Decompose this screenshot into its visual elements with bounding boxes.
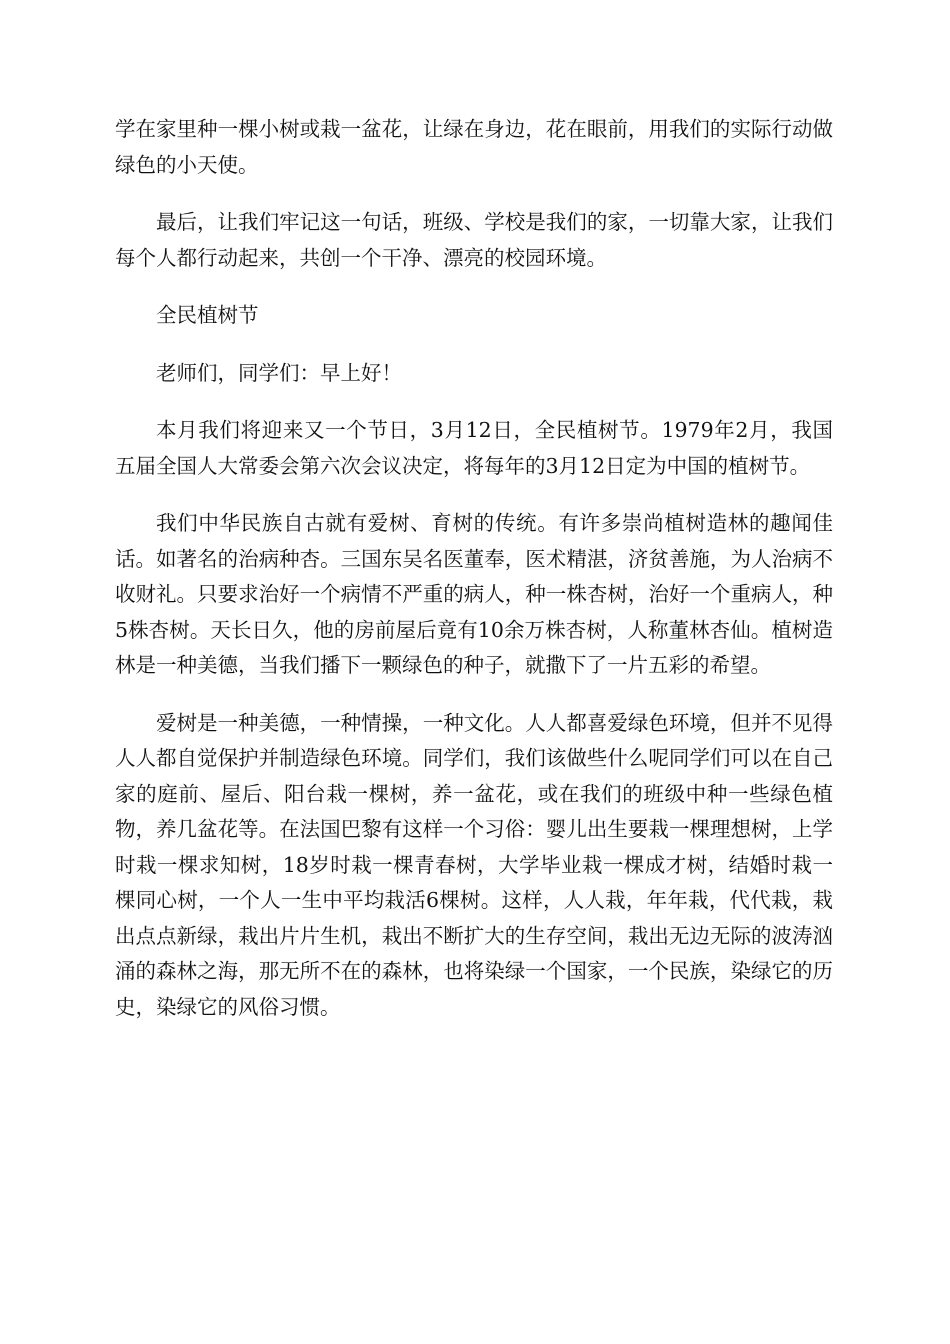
section-title: 全民植树节 [156,303,259,327]
paragraph-continuation: 学在家里种一棵小树或栽一盆花，让绿在身边，花在眼前，用我们的实际行动做绿色的小天使。 [115,117,833,177]
document-page [115,112,833,1047]
paragraph-love-trees: 爱树是一种美德，一种情操，一种文化。人人都喜爱绿色环境，但并不见得人人都自觉保护并制造绿色环境。同学们，我们该做些什么呢同学们可以在自己家的庭前、屋后、阳台栽一棵树，养一盆花，或在我们的班级中种一些绿色植物，养几盆花等。在法国巴黎有这样一个习俗：婴儿出生要栽一棵理想树，上学时栽一棵求知树，18岁时栽一棵青春树，大学毕业栽一棵成才树，结婚时栽一棵同心树，一个人一生中平均栽活6棵树。这样，人人栽，年年栽，代代栽，栽出点点新绿，栽出片片生机，栽出不断扩大的生存空间，栽出无边无际的波涛汹涌的森林之海，那无所不在的森林，也将染绿一个国家，一个民族，染绿它的历史，染绿它的风俗习惯。 [115,710,833,1019]
paragraph-tradition: 我们中华民族自古就有爱树、育树的传统。有许多崇尚植树造林的趣闻佳话。如著名的治病种杏。三国东吴名医董奉，医术精湛，济贫善施，为人治病不收财礼。只要求治好一个病情不严重的病人，种一株杏树，治好一个重病人，种5株杏树。天长日久，他的房前屋后竟有10余万株杏树，人称董林杏仙。植树造林是一种美德，当我们播下一颗绿色的种子，就撒下了一片五彩的希望。 [115,511,833,677]
paragraph-closing: 最后，让我们牢记这一句话，班级、学校是我们的家，一切靠大家，让我们每个人都行动起来，共创一个干净、漂亮的校园环境。 [115,210,833,270]
paragraph-arbor-day-intro: 本月我们将迎来又一个节日，3月12日，全民植树节。1979年2月，我国五届全国人大常委会第六次会议决定，将每年的3月12日定为中国的植树节。 [115,418,833,478]
greeting: 老师们，同学们：早上好！ [156,360,402,385]
